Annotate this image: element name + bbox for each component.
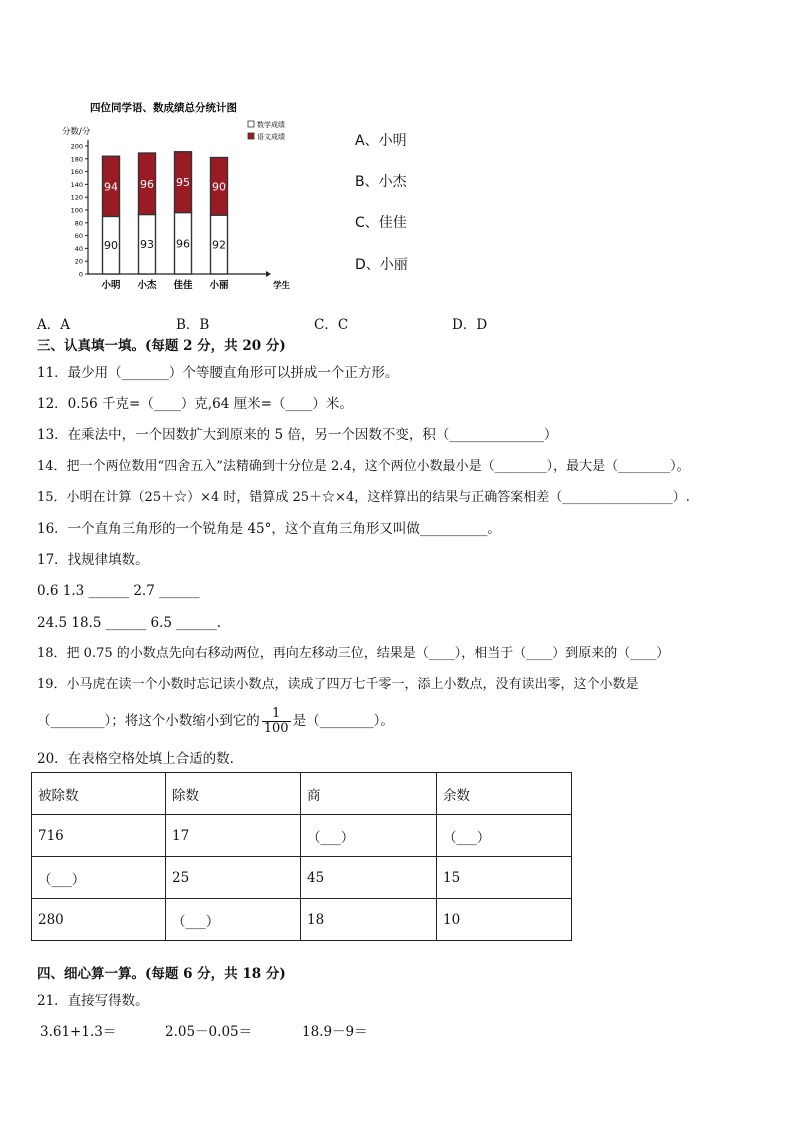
- section-4-title: 四、细心算一算。(每题 6 分，共 18 分): [37, 966, 286, 982]
- question-19-line-2: [37, 703, 394, 739]
- question-19-text-b: 是（________）。: [292, 713, 394, 729]
- table-cell: 10: [437, 899, 572, 941]
- answer-option-d[interactable]: D．D: [452, 317, 488, 333]
- question-19-text-a: （________）；将这个小数缩小到它的: [37, 713, 260, 729]
- bar-value-label: 96: [176, 237, 190, 251]
- y-tick-label: 200: [70, 142, 83, 151]
- table-header-cell: 除数: [166, 773, 301, 815]
- chart-option-d[interactable]: D、小丽: [355, 257, 408, 273]
- table-cell-blank[interactable]: （___）: [301, 815, 437, 857]
- chart-option-c[interactable]: C、佳佳: [355, 215, 407, 231]
- table-header-cell: 余数: [437, 773, 572, 815]
- chart-title: 四位同学语、数成绩总分统计图: [90, 102, 237, 114]
- calc-item-3: 18.9－9＝: [302, 1024, 368, 1040]
- question-18: 18．把 0.75 的小数点先向右移动两位，再向左移动三位，结果是（____），相当于（____）到原来的（____）: [37, 646, 670, 661]
- x-axis-arrow: [266, 271, 271, 277]
- chart-yticks: [71, 143, 88, 279]
- question-11: 11．最少用（_______）个等腰直角形可以拼成一个正方形。: [37, 365, 399, 381]
- table-cell: 280: [32, 899, 166, 941]
- bar-value-label: 93: [140, 238, 154, 252]
- table-cell: 45: [301, 857, 437, 899]
- table-header-cell: 被除数: [32, 773, 166, 815]
- calc-item-1: 3.61+1.3＝: [40, 1024, 117, 1040]
- bar-value-label: 90: [104, 239, 118, 253]
- table-row: [32, 857, 572, 899]
- chart-xlabel: 学生: [273, 281, 291, 291]
- category-label: 小丽: [209, 280, 229, 291]
- y-tick-label: 60: [74, 232, 83, 241]
- legend-label: 数学成绩: [257, 121, 285, 129]
- bar-value-label: 95: [176, 176, 190, 190]
- y-tick-label: 140: [70, 180, 83, 189]
- table-cell: 17: [166, 815, 301, 857]
- table-cell: 15: [437, 857, 572, 899]
- y-tick-label: 100: [70, 206, 83, 215]
- category-label: 小明: [101, 280, 121, 291]
- legend-label: 语文成绩: [257, 133, 285, 141]
- table-cell-blank[interactable]: （___）: [32, 857, 166, 899]
- table-row: [32, 899, 572, 941]
- question-21: 21．直接写得数。: [37, 993, 149, 1009]
- question-17-sequence-2: 24.5 18.5 ______ 6.5 ______.: [37, 615, 222, 631]
- question-13: 13．在乘法中，一个因数扩大到原来的 5 倍，另一个因数不变，积（______________）: [37, 427, 558, 443]
- legend-swatch: [248, 133, 254, 139]
- chart-categories: [101, 279, 229, 291]
- y-tick-label: 20: [74, 257, 83, 266]
- y-tick-label: 80: [74, 219, 83, 228]
- question-17: 17．找规律填数。: [37, 552, 149, 568]
- category-label: 佳佳: [173, 280, 193, 291]
- bar-value-label: 90: [212, 180, 226, 194]
- question-17-sequence-1: 0.6 1.3 ______ 2.7 ______: [37, 583, 200, 599]
- table-cell: 18: [301, 899, 437, 941]
- question-19-line-1: 19．小马虎在读一个小数时忘记读小数点，读成了四万七千零一，添上小数点，没有读出零，这个小数是: [37, 677, 639, 692]
- y-tick-label: 120: [70, 193, 83, 202]
- table-header-row: [32, 773, 572, 815]
- division-table: [31, 772, 572, 941]
- bar-value-label: 94: [104, 180, 118, 194]
- answer-option-c[interactable]: C．C: [314, 317, 349, 333]
- fraction-numerator: 1: [262, 707, 291, 722]
- table-cell-blank[interactable]: （___）: [166, 899, 301, 941]
- table-row: [32, 815, 572, 857]
- chart-ylabel: 分数/分: [62, 127, 91, 137]
- question-20: 20．在表格空格处填上合适的数.: [37, 751, 234, 767]
- answer-option-a[interactable]: A．A: [37, 317, 70, 333]
- chart-legend: [248, 120, 285, 141]
- category-label: 小杰: [137, 280, 157, 291]
- calc-item-2: 2.05－0.05＝: [165, 1024, 253, 1040]
- table-cell-blank[interactable]: （___）: [437, 815, 572, 857]
- question-12: 12．0.56 千克=（____）克,64 厘米=（____）米。: [37, 396, 353, 412]
- fraction-one-hundredth: [262, 707, 291, 736]
- bar-value-label: 92: [212, 238, 226, 252]
- bar-value-label: 96: [140, 177, 154, 191]
- y-tick-label: 180: [70, 155, 83, 164]
- score-bar-chart: [58, 96, 298, 296]
- section-3-title: 三、认真填一填。(每题 2 分，共 20 分): [37, 338, 286, 354]
- fraction-denominator: 100: [263, 721, 289, 736]
- table-cell: 716: [32, 815, 166, 857]
- y-tick-label: 160: [70, 168, 83, 177]
- answer-option-b[interactable]: B．B: [176, 317, 210, 333]
- table-header-cell: 商: [301, 773, 437, 815]
- legend-swatch: [248, 121, 254, 127]
- chart-option-a[interactable]: A、小明: [355, 133, 407, 149]
- question-14: 14．把一个两位数用“四舍五入”法精确到十分位是 2.4，这个两位小数最小是（________），最大是（________）。: [37, 459, 690, 474]
- question-16: 16．一个直角三角形的一个锐角是 45°，这个直角三角形又叫做__________。: [37, 521, 501, 537]
- chart-bars: [103, 152, 228, 274]
- table-cell: 25: [166, 857, 301, 899]
- question-15: 15．小明在计算（25＋☆）×4 时，错算成 25＋☆×4，这样算出的结果与正确答案相差（_________________）.: [37, 490, 690, 505]
- chart-option-b[interactable]: B、小杰: [355, 174, 407, 190]
- y-tick-label: 40: [74, 244, 83, 253]
- y-tick-label: 0: [78, 270, 83, 279]
